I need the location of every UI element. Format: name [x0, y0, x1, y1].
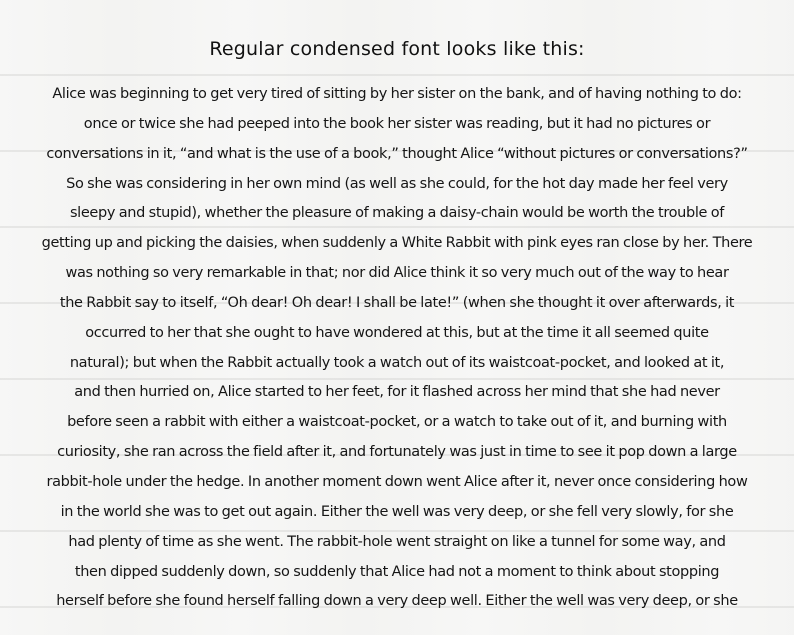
- text-line: in the world she was to get out again. Either the well was very deep, or she fell very slowly, for she: [60, 503, 734, 520]
- text-line: was nothing so very remarkable in that; nor did Alice think it so very much out of the way to hear: [65, 265, 729, 282]
- page-heading: Regular condensed font looks like this:: [209, 38, 585, 60]
- text-line: and then hurried on, Alice started to her feet, for it flashed across her mind that she had never: [74, 384, 720, 401]
- text-line: curiosity, she ran across the field after it, and fortunately was just in time to see it pop down a large: [57, 444, 737, 461]
- text-line: sleepy and stupid), whether the pleasure of making a daisy-chain would be worth the trouble of: [69, 205, 725, 222]
- text-line: Alice was beginning to get very tired of sitting by her sister on the bank, and of having nothing to do:: [52, 86, 742, 102]
- text-line: then dipped suddenly down, so suddenly that Alice had not a moment to think about stopping: [74, 563, 720, 580]
- text-line: once or twice she had peeped into the book her sister was reading, but it had no pictures or: [83, 115, 711, 132]
- text-line: So she was considering in her own mind (as well as she could, for the hot day made her feel very: [66, 175, 728, 192]
- text-line: before seen a rabbit with either a waistcoat-pocket, or a watch to take out of it, and burning with: [67, 414, 727, 431]
- text-line: natural); but when the Rabbit actually took a watch out of its waistcoat-pocket, and looked at it,: [69, 354, 725, 371]
- text-line: occurred to her that she ought to have wondered at this, but at the time it all seemed quite: [85, 324, 709, 341]
- text-line: the Rabbit say to itself, “Oh dear! Oh dear! I shall be late!” (when she thought it over afterwards, it: [59, 294, 735, 311]
- text-line: getting up and picking the daisies, when suddenly a White Rabbit with pink eyes ran close by her. There: [41, 235, 753, 252]
- text-line: herself before she found herself falling down a very deep well. Either the well was very deep, or she: [56, 593, 738, 610]
- text-line: rabbit-hole under the hedge. In another moment down went Alice after it, never once considering how: [46, 473, 748, 490]
- text-line: had plenty of time as she went. The rabbit-hole went straight on like a tunnel for some way, and: [68, 533, 726, 550]
- text-line: conversations in it, “and what is the use of a book,” thought Alice “without pictures or conversations?”: [46, 145, 748, 162]
- body-paragraph: [0, 80, 794, 617]
